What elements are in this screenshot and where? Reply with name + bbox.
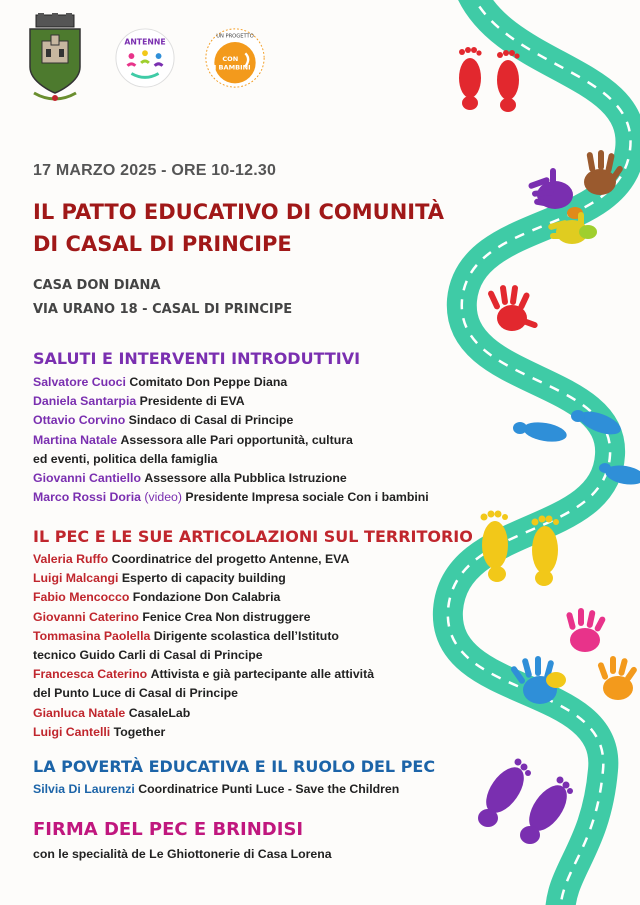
speaker-row xyxy=(33,411,473,430)
red-handprint-icon xyxy=(487,285,538,331)
speaker-row xyxy=(33,780,473,799)
speaker-role: Assessora alle Pari opportunità, cultura xyxy=(120,432,353,447)
red-footprints-icon xyxy=(459,47,520,112)
svg-text:UN PROGETTO: UN PROGETTO xyxy=(216,33,254,40)
speaker-list-pec xyxy=(33,550,473,742)
event-date: 17 MARZO 2025 - ORE 10-12.30 xyxy=(33,162,277,179)
event-title-line1: IL PATTO EDUCATIVO DI COMUNITÀ xyxy=(33,200,445,224)
speaker-list-saluti xyxy=(33,373,473,507)
venue-name: CASA DON DIANA xyxy=(33,278,161,293)
purple-footprints-icon xyxy=(478,759,574,845)
svg-text:CON: CON xyxy=(222,54,239,63)
speaker-row xyxy=(33,488,473,507)
speaker-name: Francesca Caterino xyxy=(33,667,148,682)
speaker-row xyxy=(33,723,473,742)
speaker-role: Dirigente scolastica dell’Istituto xyxy=(153,628,339,643)
antenne-logo xyxy=(114,22,176,94)
section-heading-firma: FIRMA DEL PEC E BRINDISI xyxy=(33,819,304,840)
speaker-row-continued xyxy=(33,646,473,665)
speaker-name: Marco Rossi Doria xyxy=(33,490,141,505)
speaker-role: Assessore alla Pubblica Istruzione xyxy=(144,471,347,486)
speaker-row-continued xyxy=(33,450,473,469)
speaker-role: del Punto Luce di Casal di Principe xyxy=(33,686,238,701)
lower-handprints-icon xyxy=(510,608,638,704)
speaker-name: Ottavio Corvino xyxy=(33,413,126,428)
speaker-row xyxy=(33,627,473,646)
speaker-name: Giovanni Caterino xyxy=(33,609,139,624)
section-firma-text xyxy=(33,845,473,864)
speaker-role: Coordinatrice del progetto Antenne, EVA xyxy=(111,552,350,566)
speaker-row xyxy=(33,392,473,411)
speaker-role: tecnico Guido Carli di Casal di Principe xyxy=(33,648,263,663)
speaker-role: Attivista e già partecipante alle attività xyxy=(150,667,375,682)
antenne-logo-text: ANTENNE xyxy=(124,37,166,47)
speaker-role: Together xyxy=(113,724,166,739)
speaker-role: Fondazione Don Calabria xyxy=(132,590,281,605)
speaker-name: Luigi Malcangi xyxy=(33,571,119,586)
speaker-name: Luigi Cantelli xyxy=(33,724,111,739)
logos-bar xyxy=(24,22,266,94)
svg-text:I BAMBINI: I BAMBINI xyxy=(213,63,251,72)
speaker-name: Fabio Mencocco xyxy=(33,590,130,605)
event-title-line2: DI CASAL DI PRINCIPE xyxy=(33,232,292,256)
speaker-name: Valeria Ruffo xyxy=(33,552,109,566)
con-i-bambini-logo xyxy=(204,22,266,94)
speaker-name: Giovanni Cantiello xyxy=(33,471,141,486)
speaker-name: Daniela Santarpia xyxy=(33,394,137,409)
speaker-row xyxy=(33,569,473,588)
closing-text: con le specialità de Le Ghiottonerie di Casa Lorena xyxy=(33,847,332,861)
speaker-list-poverta xyxy=(33,780,473,799)
speaker-role: Fenice Crea Non distruggere xyxy=(142,609,311,624)
speaker-role: Esperto di capacity building xyxy=(121,571,286,586)
event-venue xyxy=(33,274,292,322)
speaker-role: Presidente di EVA xyxy=(139,394,245,409)
speaker-row xyxy=(33,608,473,627)
speaker-row xyxy=(33,704,473,723)
speaker-row xyxy=(33,550,473,569)
speaker-row xyxy=(33,469,473,488)
speaker-name: Silvia Di Laurenzi xyxy=(33,782,135,796)
comune-crest-logo xyxy=(24,22,86,94)
speaker-name: Salvatore Cuoci xyxy=(33,375,126,389)
speaker-row-continued xyxy=(33,684,473,703)
speaker-name: Gianluca Natale xyxy=(33,705,126,720)
venue-address: VIA URANO 18 - CASAL DI PRINCIPE xyxy=(33,302,293,317)
speaker-row xyxy=(33,588,473,607)
event-title xyxy=(33,196,444,260)
speaker-row xyxy=(33,431,473,450)
section-heading-saluti: SALUTI E INTERVENTI INTRODUTTIVI xyxy=(33,349,361,368)
speaker-row xyxy=(33,665,473,684)
speaker-role: Presidente Impresa sociale Con i bambini xyxy=(185,490,429,505)
speaker-name: Martina Natale xyxy=(33,432,118,447)
speaker-row xyxy=(33,373,473,392)
speaker-role: Comitato Don Peppe Diana xyxy=(129,375,288,389)
speaker-note: (video) xyxy=(144,490,182,505)
section-heading-pec: IL PEC E LE SUE ARTICOLAZIONI SUL TERRITORIO xyxy=(33,527,473,546)
speaker-name: Tommasina Paolella xyxy=(33,628,151,643)
section-heading-poverta: LA POVERTÀ EDUCATIVA E IL RUOLO DEL PEC xyxy=(33,757,436,776)
speaker-role: Coordinatrice Punti Luce - Save the Children xyxy=(138,782,400,796)
speaker-role: CasaleLab xyxy=(128,705,191,720)
speaker-role: ed eventi, politica della famiglia xyxy=(33,451,218,466)
speaker-role: Sindaco di Casal di Principe xyxy=(128,413,294,428)
